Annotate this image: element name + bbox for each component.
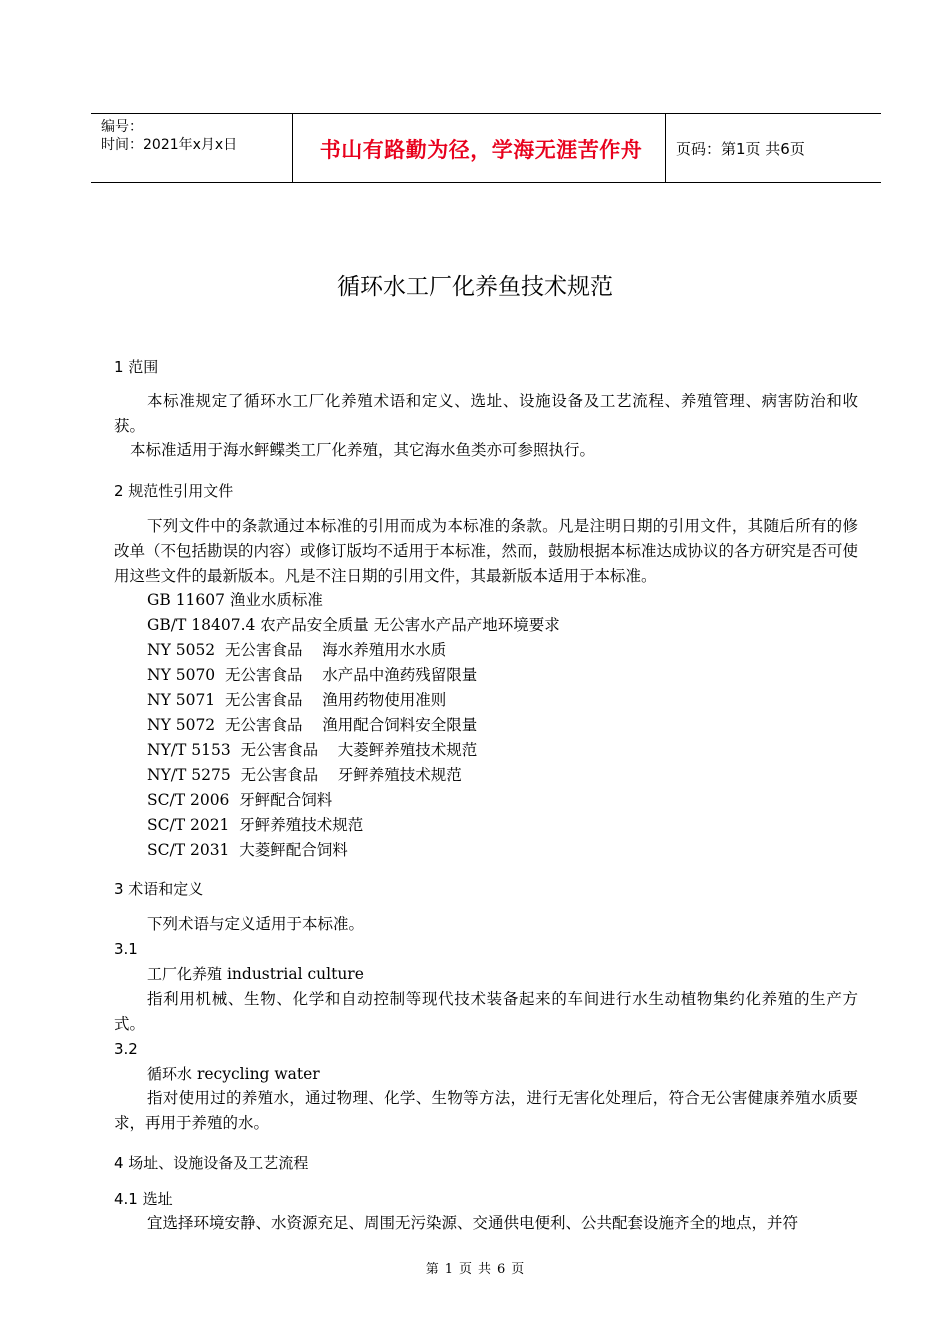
footer-text: 页 [511,1262,525,1277]
section-3-paragraph-1: 下列术语与定义适用于本标准。 [147,915,365,933]
section-1-paragraph-1: 本标准规定了循环水工厂化养殖术语和定义、选址、设施设备及工艺流程、养殖管理、病害防治和收获。 [114,392,858,435]
clause-3-2-term-en: recycling water [196,1065,320,1083]
reference-item: SC/T 2021 牙鲆养殖技术规范 [147,816,364,834]
clause-3-1-term-en: industrial culture [226,965,364,983]
header-meta [101,118,237,154]
section-2-paragraph-1: 下列文件中的条款通过本标准的引用而成为本标准的条款。凡是注明日期的引用文件，其随后所有的修改单（不包括勘误的内容）或修订版均不适用于本标准，然而，鼓励根据本标准达成协议的各方研究是否可使用这些文件的最新版本。凡是不注日期的引用文件，其最新版本适用于本标准。 [114,517,859,585]
reference-item: SC/T 2031 大菱鲆配合饲料 [147,841,348,859]
reference-item: GB/T 18407.4 农产品安全质量 无公害水产品产地环境要求 [147,616,560,634]
section-2-heading: 2 规范性引用文件 [114,482,234,500]
number-label: 编号： [101,119,143,135]
clause-3-1-definition: 指利用机械、生物、化学和自动控制等现代技术装备起来的车间进行水生动植物集约化养殖的生产方式。 [114,990,858,1033]
reference-item: SC/T 2006 牙鲆配合饲料 [147,791,333,809]
section-1-paragraph-2: 本标准适用于海水鲆鲽类工厂化养殖，其它海水鱼类亦可参照执行。 [130,441,596,459]
reference-item: NY 5072 无公害食品 渔用配合饲料安全限量 [147,716,478,734]
footer-page-number: 1 [444,1262,453,1277]
reference-item: NY 5070 无公害食品 水产品中渔药残留限量 [147,666,478,684]
header-divider [292,114,293,182]
footer-text: 第 [425,1262,439,1277]
section-4-heading: 4 场址、设施设备及工艺流程 [114,1154,309,1172]
clause-4-1-paragraph: 宜选择环境安静、水资源充足、周围无污染源、交通供电便利、公共配套设施齐全的地点，并符 [147,1214,799,1232]
clause-3-1-term-line [147,962,364,987]
header-page-info: 页码：第1页 共6页 [676,140,805,158]
reference-item: NY 5071 无公害食品 渔用药物使用准则 [147,691,447,709]
clause-3-2-term: 循环水 [147,1065,193,1083]
reference-item: NY 5052 无公害食品 海水养殖用水水质 [147,641,447,659]
clause-3-1-number: 3.1 [114,940,138,958]
footer-text: 页 [458,1262,472,1277]
clause-3-2-term-line [147,1062,320,1087]
reference-item: NY/T 5275 无公害食品 牙鲆养殖技术规范 [147,766,462,784]
footer-text: 共 [478,1262,492,1277]
reference-item: GB 11607 渔业水质标准 [147,591,323,609]
header-motto: 书山有路勤为径，学海无涯苦作舟 [319,138,643,162]
section-3-heading: 3 术语和定义 [114,880,204,898]
footer-page-total: 6 [497,1262,506,1277]
section-1-heading: 1 范围 [114,358,159,376]
clause-3-1-term: 工厂化养殖 [147,965,223,983]
clause-3-2-definition: 指对使用过的养殖水，通过物理、化学、生物等方法，进行无害化处理后，符合无公害健康养殖水质要求，再用于养殖的水。 [114,1089,858,1132]
time-label: 时间：2021年x月x日 [101,137,238,153]
reference-item: NY/T 5153 无公害食品 大菱鲆养殖技术规范 [147,741,478,759]
page-footer [0,1258,950,1277]
clause-4-1-heading: 4.1 选址 [114,1190,173,1208]
clause-3-2-number: 3.2 [114,1040,138,1058]
document-title: 循环水工厂化养鱼技术规范 [337,274,613,300]
header-table [91,113,881,183]
